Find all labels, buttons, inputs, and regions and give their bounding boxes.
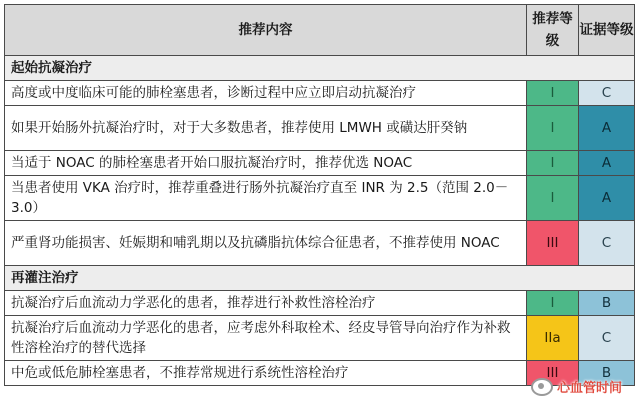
grade-cell: I: [527, 291, 579, 316]
grade-cell: III: [527, 361, 579, 386]
evidence-cell: C: [579, 316, 635, 361]
recommendation-text: 严重肾功能损害、妊娠期和哺乳期以及抗磷脂抗体综合征患者，不推荐使用 NOAC: [5, 221, 527, 266]
section-title: 再灌注治疗: [5, 266, 635, 291]
recommendation-text: 抗凝治疗后血流动力学恶化的患者，应考虑外科取栓术、经皮导管导向治疗作为补救性溶栓治疗的替代选择: [5, 316, 527, 361]
evidence-cell: B: [579, 361, 635, 386]
recommendation-text: 抗凝治疗后血流动力学恶化的患者，推荐进行补救性溶栓治疗: [5, 291, 527, 316]
header-evidence: 证据等级: [579, 5, 635, 56]
grade-cell: III: [527, 221, 579, 266]
grade-cell: IIa: [527, 316, 579, 361]
evidence-cell: B: [579, 291, 635, 316]
table-row: [5, 316, 635, 361]
watermark: [531, 377, 622, 396]
header-row: [5, 5, 635, 56]
table-row: [5, 176, 635, 221]
recommendation-text: 当适于 NOAC 的肺栓塞患者开始口服抗凝治疗时，推荐优选 NOAC: [5, 151, 527, 176]
grade-cell: I: [527, 176, 579, 221]
grade-cell: I: [527, 151, 579, 176]
table-row: [5, 81, 635, 106]
recommendation-text: 如果开始肠外抗凝治疗时，对于大多数患者，推荐使用 LMWH 或磺达肝癸钠: [5, 106, 527, 151]
section-row: [5, 56, 635, 81]
evidence-cell: C: [579, 221, 635, 266]
header-grade: 推荐等级: [527, 5, 579, 56]
table-row: [5, 291, 635, 316]
evidence-cell: C: [579, 81, 635, 106]
watermark-text: 心血管时间: [556, 381, 622, 396]
recommendation-text: 高度或中度临床可能的肺栓塞患者，诊断过程中应立即启动抗凝治疗: [5, 81, 527, 106]
section-title: 起始抗凝治疗: [5, 56, 635, 81]
table-row: [5, 151, 635, 176]
table-row: [5, 106, 635, 151]
evidence-cell: A: [579, 151, 635, 176]
evidence-cell: A: [579, 176, 635, 221]
section-row: [5, 266, 635, 291]
grade-cell: I: [527, 106, 579, 151]
evidence-cell: A: [579, 106, 635, 151]
recommendation-table: [4, 4, 635, 386]
recommendation-text: 中危或低危肺栓塞患者，不推荐常规进行系统性溶栓治疗: [5, 361, 527, 386]
header-content: 推荐内容: [5, 5, 527, 56]
recommendation-text: 当患者使用 VKA 治疗时，推荐重叠进行肠外抗凝治疗直至 INR 为 2.5（范围 2.0－3.0）: [5, 176, 527, 221]
grade-cell: I: [527, 81, 579, 106]
table-row: [5, 221, 635, 266]
wechat-logo-icon: [531, 378, 553, 396]
